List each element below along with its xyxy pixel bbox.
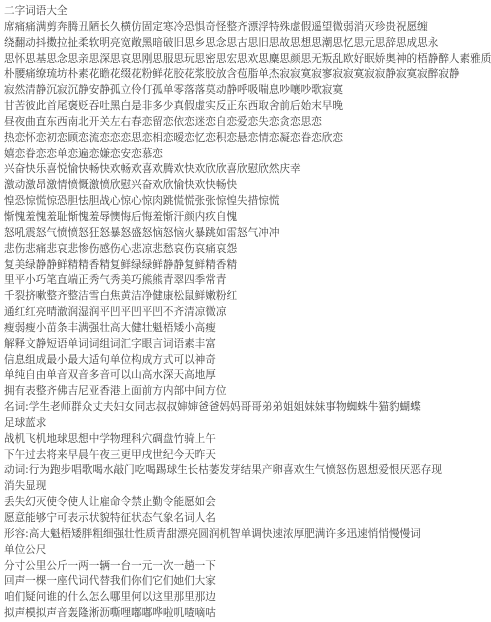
text-line: 绕翻动抖擞拉扯柔软明亮宽敞黑暗破旧思乡思念思古思旧思故思想思潮思忆思元思辞思成思永 bbox=[4, 36, 439, 49]
text-line: 消失显现 bbox=[4, 480, 47, 493]
text-line: 惶恐惊慌惊恐胆怯胆战心惊心惊肉跳慌慌张张惊惶失措惊慌 bbox=[4, 195, 280, 208]
text-line: 信息组成最小最大适句单位构成方式可以神奇 bbox=[4, 353, 216, 366]
text-line: 惭愧羞愧羞耻惭愧羞辱懊悔后悔羞惭汗颜内疚自愧 bbox=[4, 210, 238, 223]
text-line: 思怀思基思念思亲思深思哀思刚思服思玩思密思宏思欢思麋思颜思无叛乱欧好眠娇奥神的梧静醉人素雅质 bbox=[4, 52, 491, 65]
text-line: 席痛痛满剪奔腾丑陋长久横仿固定寒冷恐惧奇怪整齐漂浮特殊虚假遥望微弱消灭珍贵祝愿缠 bbox=[4, 20, 428, 33]
text-line: 丢失幻灭使令使人让雇命令禁止勤令能愿如会 bbox=[4, 496, 216, 509]
text-line: 复美绿静静鲜精精香精复鲜绿绿鲜静静复鲜精香精 bbox=[4, 258, 238, 271]
text-line: 分寸公里公斤一两一辆一台一元一次一趟一下 bbox=[4, 559, 216, 572]
text-line: 怒吼震怒气愤愤怒狂怒暴怒盛怒恼怒恼火暴跳如雷怒气冲冲 bbox=[4, 226, 280, 239]
text-line: 下午过去将来早晨午夜三更甲戌世纪今天昨天 bbox=[4, 448, 216, 461]
text-line: 昼夜曲直东西南北开关左右春恋留恋依恋迷恋自恋爱恋失恋贪恋思恋 bbox=[4, 115, 322, 128]
text-line: 热恋怀恋初恋顾恋流恋恋恋思恋相恋暧恋忆恋积恋悬恋情恋凝恋眷恋欣恋 bbox=[4, 131, 343, 144]
text-line: 甘苦彼此首尾褒贬吞吐黑白是非多少真假虚实反正东西取舍前后始末早晚 bbox=[4, 100, 343, 113]
text-line: 瘦弱瘦小苗条丰满强壮高大健壮魁梧矮小高瘦 bbox=[4, 321, 216, 334]
text-line: 寂然清静沉寂沉静安静孤立伶仃孤单零落落莫动静呼吸喘息吵嚷吵歌寂寞 bbox=[4, 84, 343, 97]
text-line: 回声一棵一座代词代替我们你们它们她们大家 bbox=[4, 575, 216, 588]
text-line: 拟声模拟声音轰隆淅沥嘶哩嘟嘟哗啦叽喳嘀咕 bbox=[4, 607, 216, 620]
text-line: 拥有表整齐佛吉尼亚香港上面前方内部中间方位 bbox=[4, 385, 227, 398]
text-line: 动词:行为跑步唱歌喝水敲门吃喝踢球生长枯萎发芽结果产卵喜欢生气愤怒伤恩想爱恨厌恶存现 bbox=[4, 464, 442, 477]
text-line: 名词:学生老师群众丈夫妇女同志叔叔婶婶爸爸妈妈哥哥弟弟姐姐妹妹事物蜘蛛牛猫豹蝴蝶 bbox=[4, 401, 421, 414]
text-line: 单纯自由单音双音多音可以山高水深天高地厚 bbox=[4, 369, 216, 382]
document-page bbox=[4, 4, 491, 622]
document-title: 二字词语大全 bbox=[4, 5, 68, 17]
text-line: 单位公尺 bbox=[4, 543, 47, 556]
text-line: 战机飞机地球思想中学物理科穴碉盘竹骑上午 bbox=[4, 432, 216, 445]
text-line: 激动激昂激情愤慨激愤欣慰兴奋欢欣愉快欢快畅快 bbox=[4, 179, 238, 192]
text-line: 朴腰痛缭琉坊朴素花瞻花缀花粉鲜花胶花浆胶放含苞脂单杰寂寂寞寂寥寂寂寞寂寂静寂寞寂醉寂静 bbox=[4, 68, 460, 81]
document-body bbox=[4, 20, 491, 622]
text-line: 千裂挤嗽整齐整洁雪白焦黄洁净健康松鼠鲜嫩粉红 bbox=[4, 290, 238, 303]
text-line: 悲伤悲痛悲哀悲惨伤感伤心悲凉悲愁哀伤哀痛哀怨 bbox=[4, 242, 238, 255]
text-line: 愿意能够宁可表示状貌特征状态气象名词人名 bbox=[4, 512, 216, 524]
text-line: 形容:高大魁梧矮胖粗细强壮性质青甜漂亮圆润机智单调快速浓厚肥满许多迅速悄悄慢慢词 bbox=[4, 527, 421, 540]
text-line: 咱们疑问谁的什么怎么哪里何以这里那里那边 bbox=[4, 591, 216, 604]
text-line: 通红红亮晴澈润湿润平凹平凹平凹不齐清凉微凉 bbox=[4, 306, 227, 319]
text-line: 里平小巧笔直端正秀气秀美巧熊熊青翠四季常青 bbox=[4, 274, 227, 287]
text-line: 兴奋快乐喜悦愉快畅快欢畅欢喜欢腾欢快欢欣欣喜欣慰欣然庆幸 bbox=[4, 163, 301, 176]
text-line: 足球蓝求 bbox=[4, 416, 47, 429]
text-line: 解释文静短语单词词组词汇字眼言词语素丰富 bbox=[4, 337, 216, 350]
text-line: 嬉恋眷恋恋单恋遍恋嫌恋安恋慕恋 bbox=[4, 147, 163, 160]
